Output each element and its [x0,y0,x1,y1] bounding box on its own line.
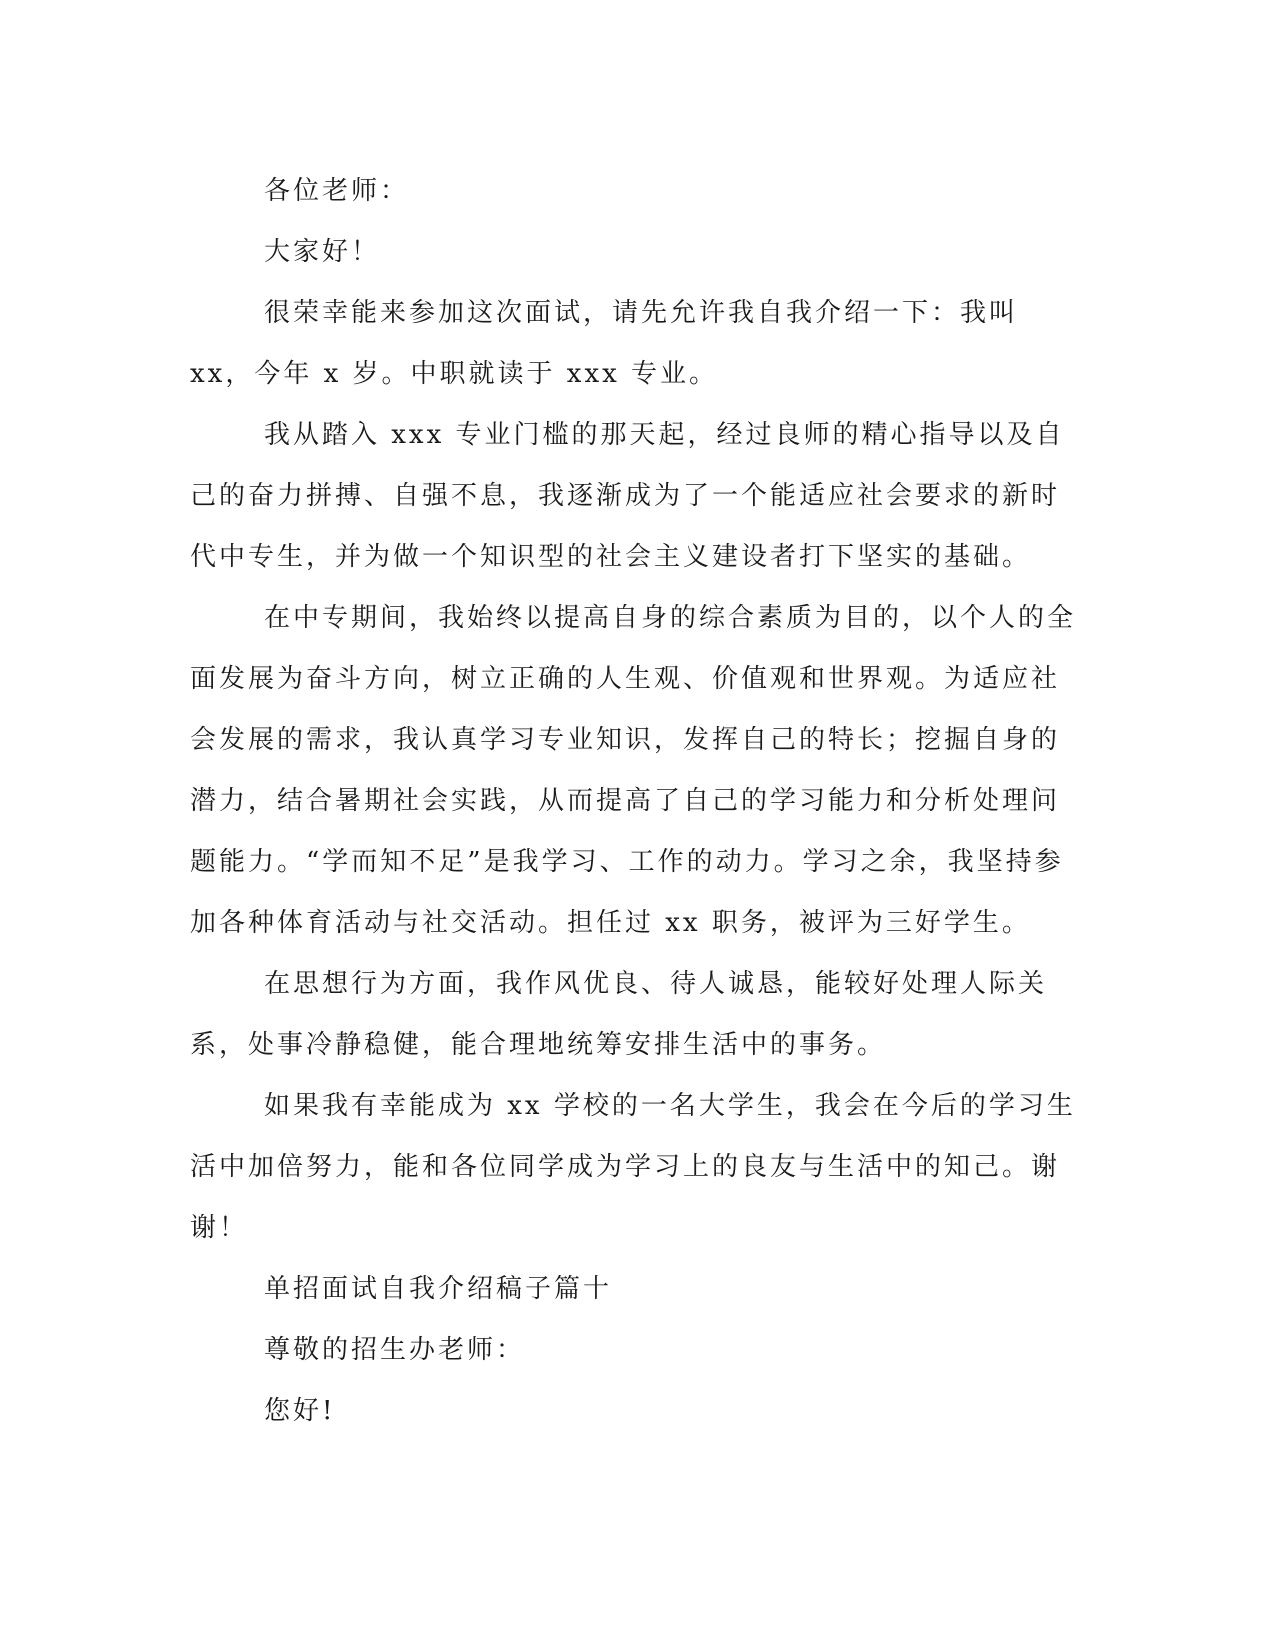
section-heading: 单招面试自我介绍稿子篇十 [264,1274,613,1304]
salutation-2: 尊敬的招生办老师： [264,1335,526,1365]
paragraph-intro: 很荣幸能来参加这次面试，请先允许我自我介绍一下：我叫 xx，今年 x 岁。中职就读于 xxx 专业。 [190,298,1019,389]
paragraph-conduct: 在思想行为方面，我作风优良、待人诚恳，能较好处理人际关系，处事冷静稳健，能合理地统筹安排生活中的事务。 [190,969,1048,1060]
greeting-2: 您好! [264,1396,336,1426]
salutation: 各位老师： [264,176,410,206]
paragraph-study: 在中专期间，我始终以提高自身的综合素质为目的，以个人的全面发展为奋斗方向，树立正确的人生观、价值观和世界观。为适应社会发展的需求，我认真学习专业知识，发挥自己的特长；挖掘自身的潜力，结合暑期社会实践，从而提高了自己的学习能力和分析处理问题能力。“学而知不足”是我学习、工作的动力。学习之余，我坚持参加各种体育活动与社交活动。担任过 xx 职务，被评为三好学生。 [190,603,1077,938]
greeting: 大家好！ [264,237,381,267]
paragraph-major: 我从踏入 xxx 专业门槛的那天起，经过良师的精心指导以及自己的奋力拼搏、自强不息，我逐渐成为了一个能适应社会要求的新时代中专生，并为做一个知识型的社会主义建设者打下坚实的基础。 [190,420,1065,572]
paragraph-closing: 如果我有幸能成为 xx 学校的一名大学生，我会在今后的学习生活中加倍努力，能和各位同学成为学习上的良友与生活中的知己。谢谢！ [190,1091,1076,1243]
document-body [190,161,1085,1442]
